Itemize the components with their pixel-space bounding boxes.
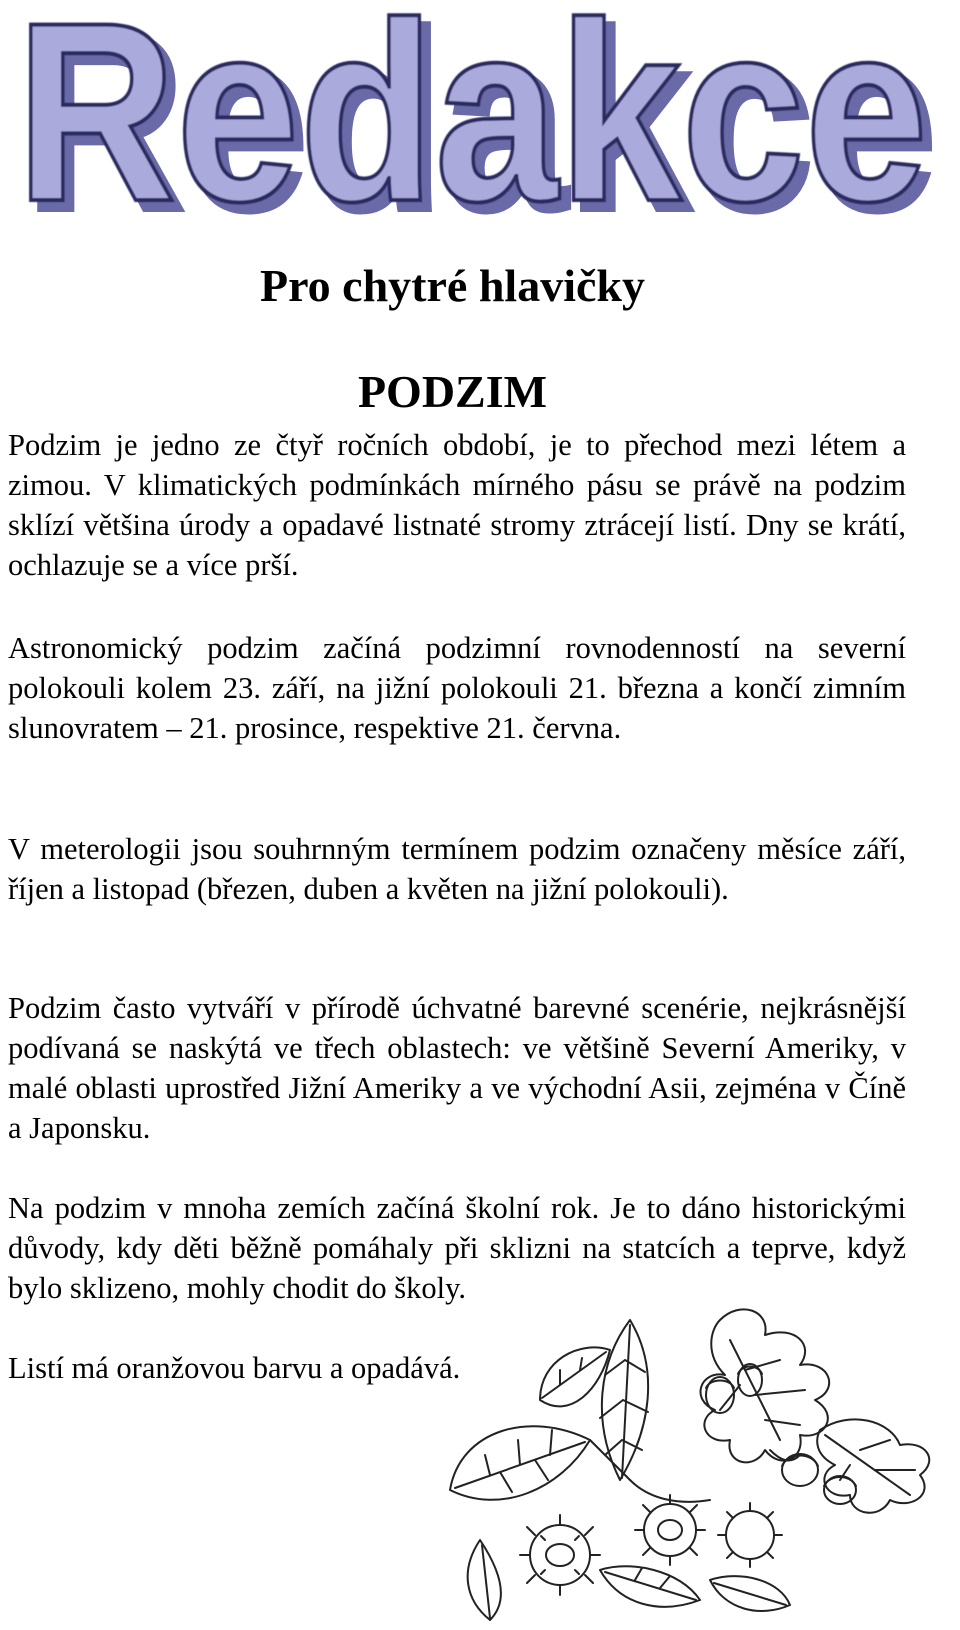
masthead-shadow: Redakce (25, 0, 937, 230)
paragraph-intro: Podzim je jedno ze čtyř ročních období, je to přechod mezi létem a zimou. V klimatických podmínkách mírného pásu se právě na podzim sklízí většina úrody a opadavé listnaté stromy ztrácejí listí. Dny se krátí, ochlazuje se a více prší. (8, 428, 906, 582)
paragraph-leaves: Listí má oranžovou barvu a opadává. (8, 1351, 461, 1385)
paragraph-scenery: Podzim často vytváří v přírodě úchvatné barevné scenérie, nejkrásnější podívaná se naskýtá ve třech oblastech: ve většině Severní Ameriky, v malé oblasti uprostřed Jižní Ameriky a ve východní Asii, zejména v Číně a Japonsku. (8, 991, 906, 1145)
paragraph-astronomical: Astronomický podzim začíná podzimní rovnodenností na severní polokouli kolem 23. září, na jižní polokouli 21. března a končí zimním slunovratem – 21. prosince, respektive 21. června. (8, 631, 906, 745)
paragraph-school-year: Na podzim v mnoha zemích začíná školní rok. Je to dáno historickými důvody, kdy děti běžně pomáhaly při sklizni na statcích a teprve, když bylo sklizeno, mohly chodit do školy. (8, 1191, 906, 1305)
autumn-leaves-illustration-icon (420, 1300, 950, 1625)
page-subtitle: Pro chytré hlavičky (260, 260, 645, 311)
masthead-logo (0, 0, 960, 230)
masthead-word-art (0, 0, 960, 230)
section-title: PODZIM (357, 366, 548, 417)
paragraph-meteorological: V meterologii jsou souhrnným termínem podzim označeny měsíce září, říjen a listopad (březen, duben a květen na jižní polokouli). (8, 832, 906, 906)
masthead-text: Redakce (16, 0, 928, 230)
